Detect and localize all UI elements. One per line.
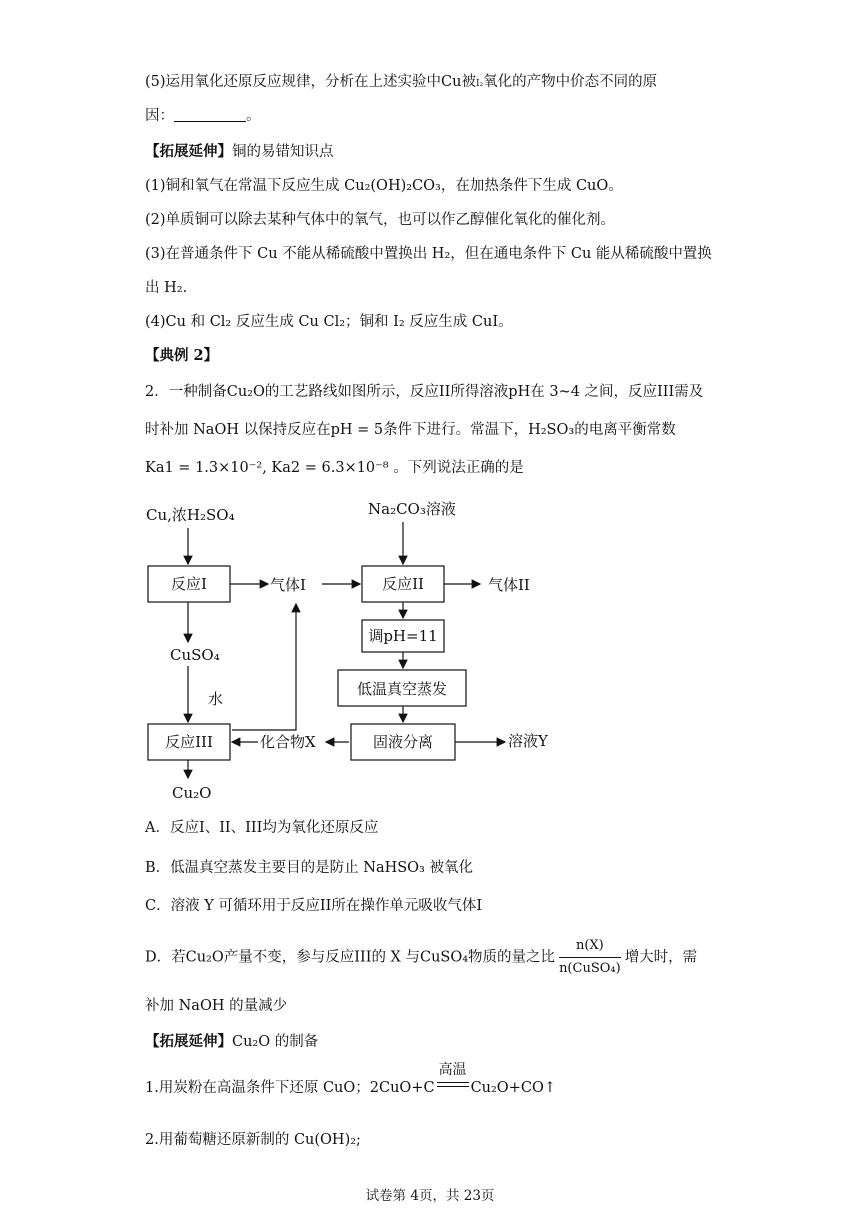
solution-y-label: 溶液Y [508, 732, 548, 750]
extension-1-item-2: (2)单质铜可以除去某种气体中的氧气，也可以作乙醇催化氧化的催化剂。 [145, 212, 616, 228]
high-temp-condition: 高温 [435, 1078, 471, 1098]
example-2-stem-2: 时补加 NaOH 以保持反应在pH = 5条件下进行。常温下，H₂SO₃的电离平衡常数 [145, 422, 676, 438]
reaction-3-label: 反应III [165, 733, 213, 751]
example-2-stem-1: 2．一种制备Cu₂O的工艺路线如图所示，反应II所得溶液pH在 3~4 之间，反应III需及 [145, 384, 704, 400]
extension-1-item-3a: (3)在普通条件下 Cu 不能从稀硫酸中置换出 H₂，但在通电条件下 Cu 能从稀硫酸中置换 [145, 246, 712, 262]
page-footer: 试卷第 4页，共 23页 [365, 1188, 495, 1204]
extension-1-item-3b: 出 H₂. [145, 280, 188, 296]
separation-label: 固液分离 [372, 733, 434, 751]
option-c: C．溶液 Y 可循环用于反应II所在操作单元吸收气体I [145, 898, 483, 914]
option-b: B．低温真空蒸发主要目的是防止 NaHSO₃ 被氧化 [145, 860, 473, 876]
extension-1-heading: 【拓展延伸】铜的易错知识点 [145, 143, 334, 160]
extension-1-item-1: (1)铜和氧气在常温下反应生成 Cu₂(OH)₂CO₃，在加热条件下生成 CuO。 [145, 178, 623, 194]
cuso4-label: CuSO₄ [170, 646, 220, 664]
water-label: 水 [208, 690, 224, 708]
extension-2-heading: 【拓展延伸】Cu₂O 的制备 [145, 1033, 319, 1050]
input-na2co3: Na₂CO₃溶液 [368, 500, 456, 518]
q5-line1: (5)运用氧化还原反应规律，分析在上述实验中Cu被I₂氧化的产物中价态不同的原 [145, 74, 658, 90]
evaporation-label: 低温真空蒸发 [356, 680, 448, 698]
process-flowchart [140, 494, 580, 810]
example-2-heading: 【典例 2】 [145, 347, 219, 364]
method-1: 1.用炭粉在高温条件下还原 CuO；2CuO+C 高温 Cu₂O+CO↑ [145, 1062, 556, 1096]
q5-line2: 因： 。 [145, 108, 261, 124]
option-d-line1: D．若Cu₂O产量不变，参与反应III的 X 与CuSO₄物质的量之比 $\frac{n(X)}{\text{n(CuSO₄)}}$ 增大时，需 [145, 936, 697, 979]
reaction-1-label: 反应I [171, 575, 207, 593]
compound-x-label: 化合物X [260, 733, 316, 751]
ph-adjust-label: 调pH=11 [368, 627, 438, 645]
option-a: A．反应I、II、III均为氧化还原反应 [145, 820, 379, 836]
gas-1-label: 气体I [270, 576, 306, 594]
input-cu-h2so4: Cu,浓H₂SO₄ [146, 506, 235, 524]
gas-2-label: 气体II [488, 576, 530, 594]
ratio-fraction: $\frac{n(X)}{\text{n(CuSO₄)}}$ [559, 938, 621, 976]
cu2o-product-label: Cu₂O [172, 784, 212, 802]
i2-mark: I₂ [475, 79, 484, 89]
option-d-line2: 补加 NaOH 的量减少 [145, 998, 288, 1014]
extension-1-item-4: (4)Cu 和 Cl₂ 反应生成 Cu Cl₂；铜和 I₂ 反应生成 CuI。 [145, 314, 513, 330]
answer-blank [174, 107, 246, 122]
method-2: 2.用葡萄糖还原新制的 Cu(OH)₂; [145, 1132, 361, 1148]
example-2-stem-3: Ka1 = 1.3×10⁻², Ka2 = 6.3×10⁻⁸ 。下列说法正确的是 [145, 460, 524, 476]
reaction-2-label: 反应II [382, 575, 424, 593]
